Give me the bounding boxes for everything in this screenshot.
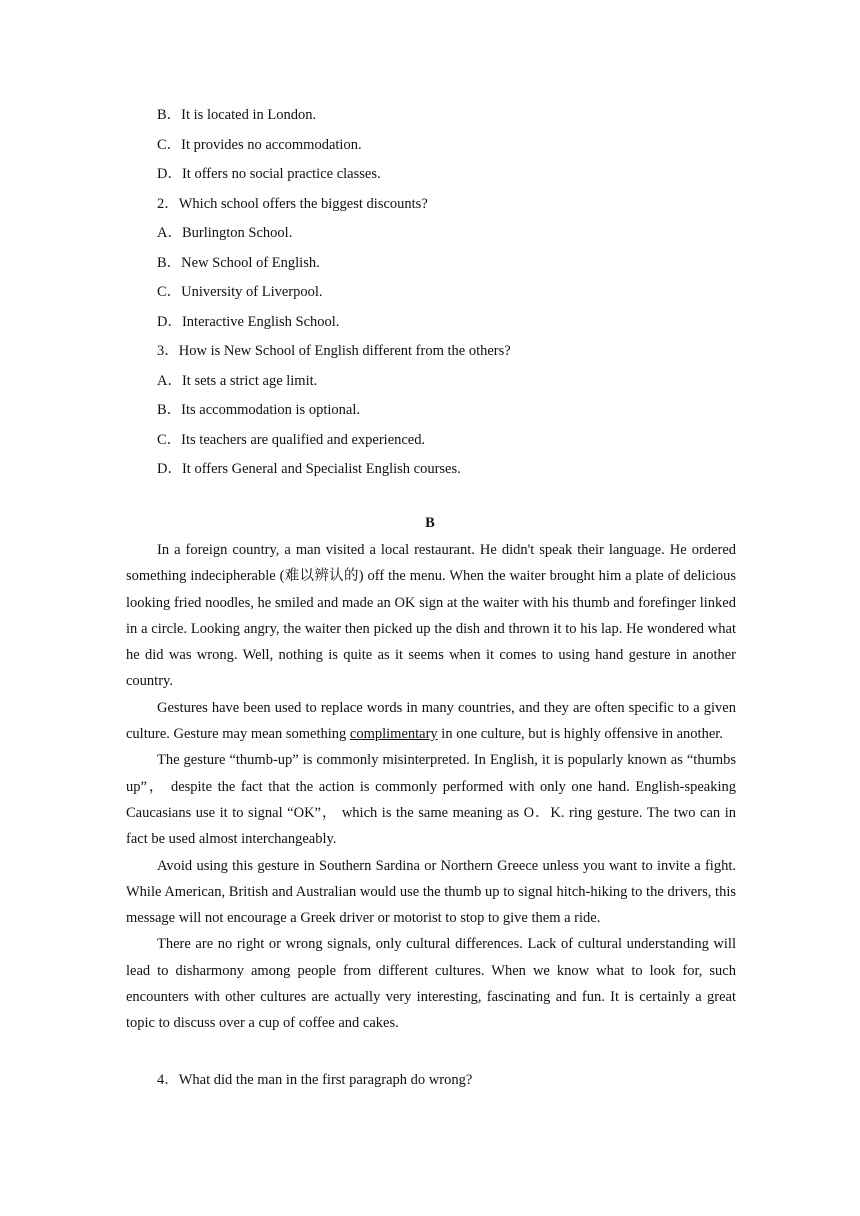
option-line: B．New School of English.	[157, 254, 320, 271]
paragraph-2-text-b: in one culture, but is highly offensive in another.	[437, 726, 723, 743]
option-line: D．It offers no social practice classes.	[157, 166, 381, 182]
paragraph-3: The gesture “thumb-up” is commonly misinterpreted. In English, it is popularly known as “thumbs up”， despite the fact that the action is commonly performed with only one hand. English-speaking Caucasians use it to signal “OK”， which is the same meaning as O．K. ring gesture. The two can in fact be used almost interchangeably.	[126, 752, 736, 848]
paragraph-2	[126, 695, 736, 748]
question-line: 3．How is New School of English different from the others?	[157, 343, 511, 359]
option-line: B．It is located in London.	[157, 107, 317, 123]
passage	[126, 537, 736, 1037]
section-title: B	[425, 515, 435, 531]
paragraph-4: Avoid using this gesture in Southern Sardina or Northern Greece unless you want to invite a fight. While American, British and Australian would use the thumb up to signal hitch-hiking to the drivers, this message will not encourage a Greek driver or motorist to stop to give them a ride.	[126, 857, 736, 927]
question-line: 2．Which school offers the biggest discounts?	[157, 195, 428, 212]
option-line: C．Its teachers are qualified and experienced.	[157, 431, 426, 448]
question-4: 4．What did the man in the first paragraph do wrong?	[157, 1072, 473, 1088]
option-line: D．It offers General and Specialist English courses.	[157, 461, 461, 477]
option-line: B．Its accommodation is optional.	[157, 402, 360, 418]
paragraph-2-text-a: Gestures have been used to replace words in many countries, and they are often specific to a given culture. Gesture may mean something	[126, 699, 736, 743]
paragraph-1: In a foreign country, a man visited a local restaurant. He didn't speak their language. He ordered something indecipherable (难以辨认的) off the menu. When the waiter brought him a plate of delicious looking fried noodles, he smiled and made an OK sign at the waiter with his thumb and forefinger linked in a circle. Looking angry, the waiter then picked up the dish and thrown it to his lap. He wondered what he did was wrong. Well, nothing is quite as it seems when it comes to using hand gesture in another country.	[126, 542, 736, 690]
paragraph-5: There are no right or wrong signals, only cultural differences. Lack of cultural understanding will lead to disharmony among people from different cultures. When we know what to look for, such encounters with other cultures are actually very interesting, fascinating and fun. It is certainly a great topic to discuss over a cup of coffee and cakes.	[126, 936, 736, 1032]
option-line: C．University of Liverpool.	[157, 284, 323, 300]
option-line: C．It provides no accommodation.	[157, 136, 362, 153]
option-line: A．It sets a strict age limit.	[157, 372, 318, 389]
option-line: A．Burlington School.	[157, 225, 293, 241]
option-line: D．Interactive English School.	[157, 313, 340, 330]
underlined-word: complimentary	[349, 726, 438, 743]
